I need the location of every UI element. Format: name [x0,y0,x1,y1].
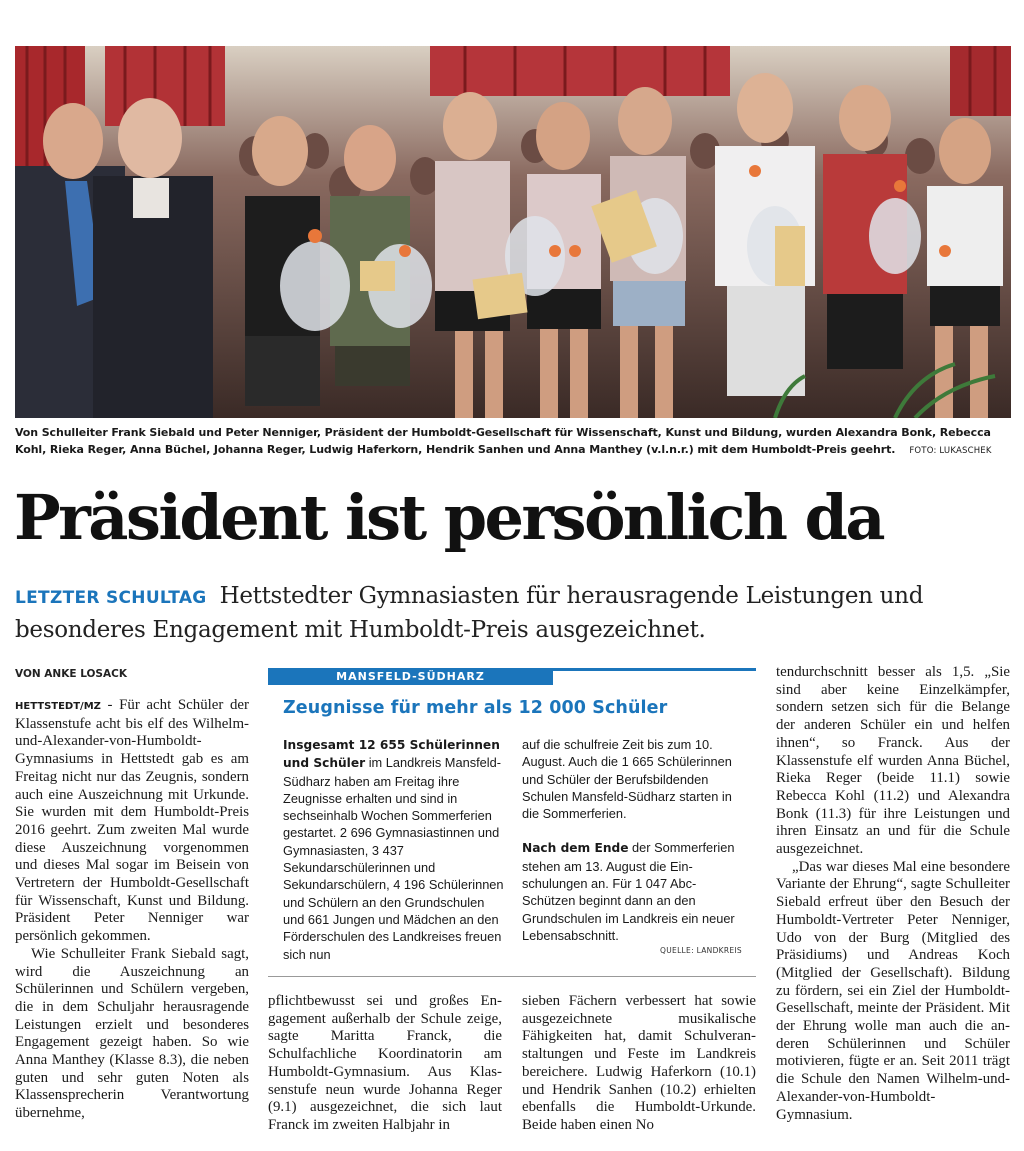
article-headline: Präsident ist persönlich da [14,481,884,554]
article-column-4 [776,664,1010,1124]
article-paragraph: tendurchschnitt besser als 1,5. „Sie sind aber keine Einzelkämpfer, sondern setzen sich für die Belange der anderen Schüler ein und helfen ihnen“, so Franck. Aus der Klassenstufe elf wurden Anna Büchel, Rieka Reger (beide 11.1) sowie Rebecca Kohl (11.2) und Alexandra Bonk (11.3) für ihre Leistungen und ihren Einsatz an und für die Schule ausgezeichnet. [776,664,1010,858]
infobox-title: Zeugnisse für mehr als 12 000 Schüler [283,698,668,718]
infobox-lead: Nach dem Ende [522,841,629,856]
article-column-2 [268,993,502,1135]
article-paragraph: HETTSTEDT/MZ - Für acht Schüler der Klassenstufe acht bis elf des Wilhelm-und-Alexander-von-Humboldt-Gymnasiums in Hettstedt gab es am Freitag nicht nur das Zeugnis, sondern auch eine Auszeichnung mit Urkunde. Sie wurden mit dem Humboldt-Preis 2016 geehrt. Zum zweiten Mal wurde diese Auszeichnung vorgenommen und dieses Mal sogar im Beisein von Vertretern der Humboldt-Gesellschaft für Wissenschaft, Kunst und Bildung. Präsident Peter Nenniger war persönlich gekommen. [15,697,249,945]
article-subheadline [15,580,1015,646]
article-photo [15,46,1011,418]
photo-credit: FOTO: LUKASCHEK [909,446,992,456]
infobox-column-2 [522,736,746,944]
subheadline-text: Hettstedter Gymnasiasten für herausragende Leistungen und besonderes Engagement mit Humboldt-Preis ausgezeichnet. [15,583,924,643]
infobox-source: QUELLE: LANDKREIS [660,946,742,955]
article-paragraph: sieben Fächern verbessert hat sowie ausgezeichnete musikalische Fähigkeiten hat, damit Schulveranstaltungen und Feste im Landkreis bereichere. Ludwig Haferkorn (10.1) und Hendrik Sanhen (10.2) erhielten ebenfalls die Humboldt-Urkunde. Beide haben einen No [522,993,756,1133]
infobox-region-label: MANSFELD-SÜDHARZ [336,670,485,683]
infobox-paragraph: Nach dem Ende der Sommerferien stehen am 13. August die Einschulungen an. Für 1 047 Abc-Schützen beginnt dann an den Grundschulen im Landkreis ein neuer Lebensabschnitt. [522,840,735,943]
group-photo-illustration [15,46,1011,418]
article-column-1 [15,697,249,1123]
infobox-paragraph: auf die schulfreie Zeit bis zum 10. August. Auch die 1 665 Schülerinnen und Schüler der Berufsbildenden Schulen Mansfeld-Südharz starten in die Sommerferien. [522,737,732,822]
article-paragraph: Wie Schulleiter Frank Siebald sagt, wird die Auszeichnung an Schülerinnen und Schülern vergeben, die in dem Schuljahr herausragende Leistungen erzielt und besonderes Engagement gezeigt haben. So wie Anna Manthey (Klasse 8.3), die neben guten und sehr guten Noten als Klassensprecherin Verantwortung übernehme, [15,945,249,1122]
article-column-3 [522,993,756,1135]
kicker: LETZTER SCHULTAG [15,588,207,608]
article-paragraph: „Das war dieses Mal eine besondere Variante der Ehrung“, sagte Schulleiter Siebald erfreut über den Besuch der Humboldt-Vertreter Peter Nenniger, Udo von der Burg (Mitglied des Präsidiums) und Andreas Koch (Mitglied der Gesellschaft). Bildung zu fördern, sei ein Ziel der Humboldt-Gesellschaft, meinte der Präsident. Mit der Ehrung wolle man auch die anderen Schülerinnen und Schüler motivieren, fügte er an. Seit 2011 trägt die Schule den Namen Wilhelm-und-Alexander-von-Humboldt-Gymnasium. [776,858,1010,1123]
photo-caption [15,424,1011,460]
caption-text: Von Schulleiter Frank Siebald und Peter Nenniger, Präsident der Humboldt-Gesellschaft für Wissenschaft, Kunst und Bildung, wurden Alexandra Bonk, Rebecca Kohl, Rieka Reger, Anna Büchel, Johanna Reger, Ludwig Haferkorn, Hendrik Sanhen und Anna Manthey (v.l.n.r.) mit dem Humboldt-Preis geehrt. [15,426,991,456]
infobox-header-rule [553,668,756,685]
infobox-lead: Insgesamt 12 655 Schülerinnen und Schüler [283,738,500,771]
byline: VON ANKE LOSACK [15,668,127,680]
article-paragraph: pflichtbewusst sei und großes Engagement außerhalb der Schule zeige, sagte Maritta Franck, die Schulfachliche Koordinatorin am Humboldt-Gymnasium. Aus Klassenstufe neun wurde Johanna Reger (9.1) ausgezeichnet, die sich laut Franck im zweiten Halbjahr in [268,993,502,1133]
infobox-column-1 [283,736,505,963]
dateline: HETTSTEDT/MZ [15,701,101,712]
infobox-paragraph: Insgesamt 12 655 Schülerinnen und Schüler im Landkreis Mansfeld-Südharz haben am Freitag ihre Zeugnisse erhalten und sind in sechseinhalb Wochen Sommerferien gestartet. 2 696 Gymnasiastinnen und Gymnasiasten, 3 437 Sekundarschülerinnen und Sekundarschülern, 4 196 Schülerinnen und Schülern an den Grundschulen und 661 Jungen und Mädchen an den Förderschulen des Landkreises freuen sich nun [283,738,504,962]
infobox-bottom-rule [268,976,756,977]
